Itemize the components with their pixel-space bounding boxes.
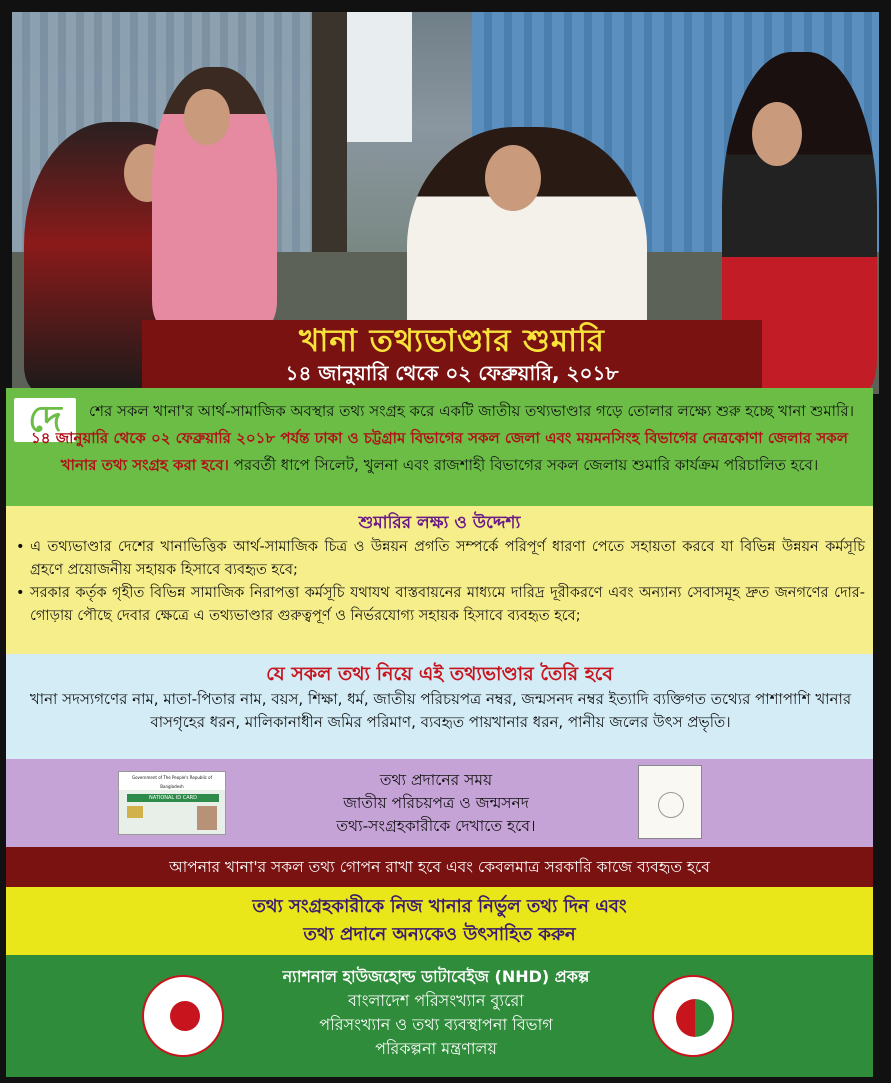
face [752,102,802,166]
footer-credits [246,965,626,1061]
intro-paragraph [14,398,865,479]
face [485,145,541,211]
intro-text-part1: শের সকল খানা'র আর্থ-সামাজিক অবস্থার তথ্য সংগ্রহ করে একটি জাতীয় তথ্যভাণ্ডার গড়ে তোলার লক্ষ্যে শুরু হচ্ছে খানা শুমারি। [89,402,854,420]
poster-title: খানা তথ্যভাণ্ডার শুমারি [299,323,605,359]
call-line-1: তথ্য সংগ্রহকারীকে নিজ খানার নির্ভুল তথ্য দিন এবং [252,896,627,917]
map-icon [170,1001,200,1031]
id-line-2: জাতীয় পরিচয়পত্র ও জন্মসনদ [343,794,529,812]
intro-text-part2: পরবর্তী ধাপে সিলেট, খুলনা এবং রাজশাহী বিভাগের সকল জেলায় শুমারি কার্যক্রম পরিচালিত হবে। [233,456,819,474]
id-card-header-text: Government of The People's Republic of Bangladesh [131,775,213,789]
goal-item: • সরকার কর্তৃক গৃহীত বিভিন্ন সামাজিক নিরাপত্তা কর্মসূচি যথাযথ বাস্তবায়নের মাধ্যমে দারিদ্র দূরীকরণে এবং অন্যান্য সেবাসমূহ দ্রুত জনগণের দোর-গোড়ায় পৌছে দেবার ক্ষেত্রে এ তথ্যভাণ্ডার গুরুত্বপূর্ণ ও নির্ভরযোগ্য সহায়ক হিসাবে ব্যবহৃত হবে; [16,582,865,628]
id-section [6,759,873,847]
bbs-logo [652,975,734,1057]
call-line-2: তথ্য প্রদানে অন্যকেও উৎসাহিত করুন [303,924,576,945]
title-banner [142,320,762,390]
info-text: খানা সদস্যগণের নাম, মাতা-পিতার নাম, বয়স, শিক্ষা, ধর্ম, জাতীয় পরিচয়পত্র নম্বর, জন্মসনদ নম্বর ইত্যাদি ব্যক্তিগত তথ্যের পাশাপাশি খানার বাসগৃহের ধরন, মালিকানাধীন জমির পরিমাণ, ব্যবহৃত পায়খানার ধরন, পানীয় জলের উৎস প্রভৃতি। [29,690,852,731]
ministry-name: পরিকল্পনা মন্ত্রণালয় [375,1039,497,1058]
bureau-name: বাংলাদেশ পরিসংখ্যান ব্যুরো [348,991,524,1010]
id-card-label: NATIONAL ID CARD [149,795,197,801]
goal-item: • এ তথ্যভাণ্ডার দেশের খানাভিত্তিক আর্থ-সামাজিক চিত্র ও উন্নয়ন প্রগতি সম্পর্কে পরিপূর্ণ ধারণা পেতে সহায়তা করবে যা বিভিন্ন উন্নয়ন কর্মসূচি গ্রহণে প্রয়োজনীয় সহায়ক হিসাবে ব্যবহৃত হবে; [16,536,865,582]
id-instruction [246,769,626,838]
goals-section [6,506,873,654]
info-title: যে সকল তথ্য নিয়ে এই তথ্যভাণ্ডার তৈরি হবে [266,663,613,685]
seal-icon [658,792,684,818]
intro-dropcap: দে [14,398,76,442]
doorway [342,12,412,142]
goals-title: শুমারির লক্ষ্য ও উদ্দেশ্য [358,513,521,533]
bbs-emblem-icon [676,999,714,1037]
id-line-1: তথ্য প্রদানের সময় [379,771,493,789]
privacy-text: আপনার খানা'র সকল তথ্য গোপন রাখা হবে এবং কেবলমাত্র সরকারি কাজে ব্যবহৃত হবে [169,858,710,876]
face [184,89,230,145]
project-name: ন্যাশনাল হাউজহোল্ড ডাটাবেইজ (NHD) প্রকল্প [282,967,590,986]
call-to-action-section [6,887,873,955]
national-id-card-image [118,771,226,835]
intro-highlight: ১৪ জানুয়ারি থেকে ০২ ফেব্রুয়ারি ২০১৮ পর্যন্ত ঢাকা ও চট্টগ্রাম বিভাগের সকল জেলা এবং ময়মনসিংহ বিভাগের নেত্রকোণা জেলার সকল খানার তথ্য সংগ্রহ করা হবে। [31,429,848,474]
privacy-section [6,847,873,887]
census-dates: ১৪ জানুয়ারি থেকে ০২ ফেব্রুয়ারি, ২০১৮ [285,361,619,385]
info-section [6,654,873,759]
chip-icon [127,806,143,818]
footer-section [6,955,873,1077]
id-line-3: তথ্য-সংগ্রহকারীকে দেখাতে হবে। [336,817,536,835]
government-seal-logo [142,975,224,1057]
id-photo-icon [197,806,217,830]
division-name: পরিসংখ্যান ও তথ্য ব্যবস্থাপনা বিভাগ [319,1015,553,1034]
boy-figure [152,67,277,327]
intro-section [6,388,873,506]
birth-certificate-image [638,765,702,839]
goals-list [16,536,865,628]
call-to-action [6,893,873,949]
id-card-header [119,772,225,790]
id-card-band [127,794,219,802]
